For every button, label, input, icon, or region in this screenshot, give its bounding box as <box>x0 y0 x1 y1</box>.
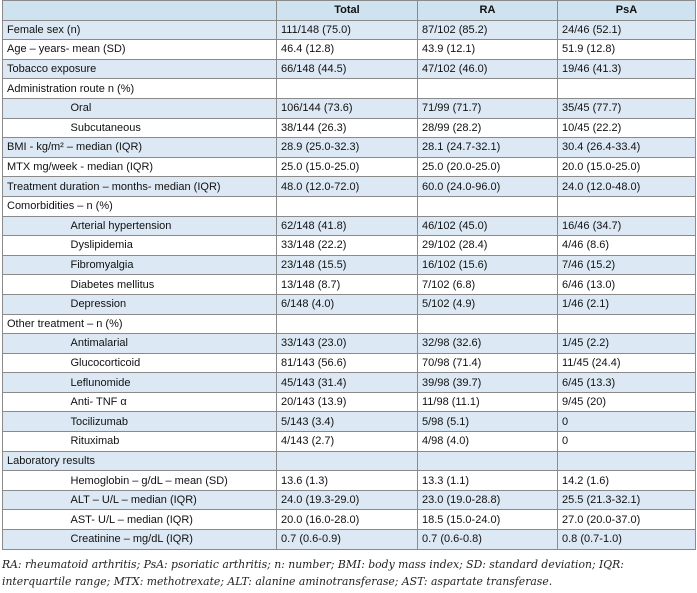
table-row <box>3 177 696 197</box>
table-row <box>3 157 696 177</box>
total-value: 81/143 (56.6) <box>277 353 418 373</box>
ra-value: 13.3 (1.1) <box>418 471 558 491</box>
row-label: Tobacco exposure <box>3 59 277 79</box>
ra-value: 39/98 (39.7) <box>418 373 558 393</box>
ra-value: 71/99 (71.7) <box>418 98 558 118</box>
total-value: 20.0 (16.0-28.0) <box>277 510 418 530</box>
empty-cell <box>277 196 418 216</box>
psa-value: 35/45 (77.7) <box>558 98 696 118</box>
empty-cell <box>558 314 696 334</box>
psa-value: 19/46 (41.3) <box>558 59 696 79</box>
table-row <box>3 20 696 40</box>
ra-value: 29/102 (28.4) <box>418 236 558 256</box>
indent-cell <box>3 530 67 550</box>
total-value: 111/148 (75.0) <box>277 20 418 40</box>
ra-value: 46/102 (45.0) <box>418 216 558 236</box>
sub-label: AST- U/L – median (IQR) <box>67 510 277 530</box>
psa-value: 0 <box>558 412 696 432</box>
psa-value: 11/45 (24.4) <box>558 353 696 373</box>
total-value: 4/143 (2.7) <box>277 432 418 452</box>
total-value: 13/148 (8.7) <box>277 275 418 295</box>
sub-label: Glucocorticoid <box>67 353 277 373</box>
empty-cell <box>277 451 418 471</box>
sub-label: Arterial hypertension <box>67 216 277 236</box>
total-value: 5/143 (3.4) <box>277 412 418 432</box>
sub-label: Rituximab <box>67 432 277 452</box>
total-value: 25.0 (15.0-25.0) <box>277 157 418 177</box>
table-row <box>3 59 696 79</box>
table-section-row <box>3 451 696 471</box>
ra-value: 25.0 (20.0-25.0) <box>418 157 558 177</box>
indent-cell <box>3 118 67 138</box>
empty-cell <box>277 79 418 99</box>
ra-value: 87/102 (85.2) <box>418 20 558 40</box>
sub-label: Fibromyalgia <box>67 255 277 275</box>
table-subrow <box>3 334 696 354</box>
table-section-row <box>3 314 696 334</box>
table-subrow <box>3 98 696 118</box>
psa-value: 6/46 (13.0) <box>558 275 696 295</box>
empty-cell <box>277 314 418 334</box>
row-label: Age – years- mean (SD) <box>3 40 277 60</box>
indent-cell <box>3 216 67 236</box>
header-total: Total <box>277 1 418 21</box>
psa-value: 16/46 (34.7) <box>558 216 696 236</box>
sub-label: Diabetes mellitus <box>67 275 277 295</box>
table-subrow <box>3 236 696 256</box>
psa-value: 20.0 (15.0-25.0) <box>558 157 696 177</box>
table-footnote: RA: rheumatoid arthritis; PsA: psoriatic arthritis; n: number; BMI: body mass index; SD: standard deviation; IQR: interquartile range; MTX: methotrexate; ALT: alanine aminotransferase; AST: aspartate transferase. <box>2 557 624 588</box>
ra-value: 7/102 (6.8) <box>418 275 558 295</box>
table-subrow <box>3 471 696 491</box>
indent-cell <box>3 412 67 432</box>
ra-value: 4/98 (4.0) <box>418 432 558 452</box>
ra-value: 32/98 (32.6) <box>418 334 558 354</box>
empty-cell <box>418 79 558 99</box>
ra-value: 47/102 (46.0) <box>418 59 558 79</box>
table-subrow <box>3 275 696 295</box>
total-value: 33/143 (23.0) <box>277 334 418 354</box>
indent-cell <box>3 294 67 314</box>
sub-label: Creatinine – mg/dL (IQR) <box>67 530 277 550</box>
sub-label: Oral <box>67 98 277 118</box>
sub-label: Antimalarial <box>67 334 277 354</box>
total-value: 66/148 (44.5) <box>277 59 418 79</box>
psa-value: 30.4 (26.4-33.4) <box>558 138 696 158</box>
empty-cell <box>558 451 696 471</box>
psa-value: 4/46 (8.6) <box>558 236 696 256</box>
sub-label: Depression <box>67 294 277 314</box>
table-subrow <box>3 373 696 393</box>
row-label: Treatment duration – months- median (IQR) <box>3 177 277 197</box>
indent-cell <box>3 471 67 491</box>
total-value: 24.0 (19.3-29.0) <box>277 490 418 510</box>
section-label: Other treatment – n (%) <box>3 314 277 334</box>
total-value: 62/148 (41.8) <box>277 216 418 236</box>
section-label: Administration route n (%) <box>3 79 277 99</box>
sub-label: Dyslipidemia <box>67 236 277 256</box>
row-label: BMI - kg/m² – median (IQR) <box>3 138 277 158</box>
ra-value: 5/102 (4.9) <box>418 294 558 314</box>
ra-value: 60.0 (24.0-96.0) <box>418 177 558 197</box>
indent-cell <box>3 392 67 412</box>
psa-value: 25.5 (21.3-32.1) <box>558 490 696 510</box>
psa-value: 7/46 (15.2) <box>558 255 696 275</box>
total-value: 0.7 (0.6-0.9) <box>277 530 418 550</box>
sub-label: ALT – U/L – median (IQR) <box>67 490 277 510</box>
sub-label: Hemoglobin – g/dL – mean (SD) <box>67 471 277 491</box>
table-subrow <box>3 294 696 314</box>
ra-value: 16/102 (15.6) <box>418 255 558 275</box>
empty-cell <box>558 196 696 216</box>
psa-value: 14.2 (1.6) <box>558 471 696 491</box>
ra-value: 5/98 (5.1) <box>418 412 558 432</box>
psa-value: 10/45 (22.2) <box>558 118 696 138</box>
psa-value: 6/45 (13.3) <box>558 373 696 393</box>
psa-value: 1/45 (2.2) <box>558 334 696 354</box>
table-subrow <box>3 118 696 138</box>
empty-cell <box>418 451 558 471</box>
sub-label: Subcutaneous <box>67 118 277 138</box>
indent-cell <box>3 334 67 354</box>
indent-cell <box>3 432 67 452</box>
ra-value: 28/99 (28.2) <box>418 118 558 138</box>
indent-cell <box>3 236 67 256</box>
ra-value: 0.7 (0.6-0.8) <box>418 530 558 550</box>
section-label: Laboratory results <box>3 451 277 471</box>
psa-value: 51.9 (12.8) <box>558 40 696 60</box>
table-subrow <box>3 392 696 412</box>
indent-cell <box>3 490 67 510</box>
table-subrow <box>3 353 696 373</box>
baseline-characteristics-table <box>2 0 696 550</box>
empty-cell <box>558 79 696 99</box>
table-subrow <box>3 216 696 236</box>
indent-cell <box>3 353 67 373</box>
psa-value: 9/45 (20) <box>558 392 696 412</box>
row-label: MTX mg/week - median (IQR) <box>3 157 277 177</box>
total-value: 13.6 (1.3) <box>277 471 418 491</box>
ra-value: 43.9 (12.1) <box>418 40 558 60</box>
table-subrow <box>3 412 696 432</box>
ra-value: 70/98 (71.4) <box>418 353 558 373</box>
table-subrow <box>3 432 696 452</box>
table-subrow <box>3 255 696 275</box>
indent-cell <box>3 98 67 118</box>
sub-label: Leflunomide <box>67 373 277 393</box>
empty-cell <box>418 196 558 216</box>
ra-value: 11/98 (11.1) <box>418 392 558 412</box>
row-label: Female sex (n) <box>3 20 277 40</box>
table-row <box>3 40 696 60</box>
header-psa: PsA <box>558 1 696 21</box>
total-value: 28.9 (25.0-32.3) <box>277 138 418 158</box>
ra-value: 28.1 (24.7-32.1) <box>418 138 558 158</box>
table-subrow <box>3 510 696 530</box>
ra-value: 23.0 (19.0-28.8) <box>418 490 558 510</box>
psa-value: 0.8 (0.7-1.0) <box>558 530 696 550</box>
table-header-row <box>3 1 696 21</box>
ra-value: 18.5 (15.0-24.0) <box>418 510 558 530</box>
empty-cell <box>418 314 558 334</box>
header-label-cell <box>3 1 277 21</box>
total-value: 106/144 (73.6) <box>277 98 418 118</box>
total-value: 38/144 (26.3) <box>277 118 418 138</box>
total-value: 6/148 (4.0) <box>277 294 418 314</box>
psa-value: 27.0 (20.0-37.0) <box>558 510 696 530</box>
table-row <box>3 138 696 158</box>
sub-label: Tocilizumab <box>67 412 277 432</box>
header-ra: RA <box>418 1 558 21</box>
psa-value: 0 <box>558 432 696 452</box>
section-label: Comorbidities – n (%) <box>3 196 277 216</box>
indent-cell <box>3 255 67 275</box>
total-value: 48.0 (12.0-72.0) <box>277 177 418 197</box>
table-body <box>3 20 696 549</box>
indent-cell <box>3 373 67 393</box>
indent-cell <box>3 275 67 295</box>
table-section-row <box>3 79 696 99</box>
total-value: 20/143 (13.9) <box>277 392 418 412</box>
total-value: 45/143 (31.4) <box>277 373 418 393</box>
table-subrow <box>3 490 696 510</box>
table-section-row <box>3 196 696 216</box>
table-subrow <box>3 530 696 550</box>
total-value: 33/148 (22.2) <box>277 236 418 256</box>
total-value: 46.4 (12.8) <box>277 40 418 60</box>
sub-label: Anti- TNF α <box>67 392 277 412</box>
indent-cell <box>3 510 67 530</box>
psa-value: 24.0 (12.0-48.0) <box>558 177 696 197</box>
total-value: 23/148 (15.5) <box>277 255 418 275</box>
psa-value: 1/46 (2.1) <box>558 294 696 314</box>
psa-value: 24/46 (52.1) <box>558 20 696 40</box>
